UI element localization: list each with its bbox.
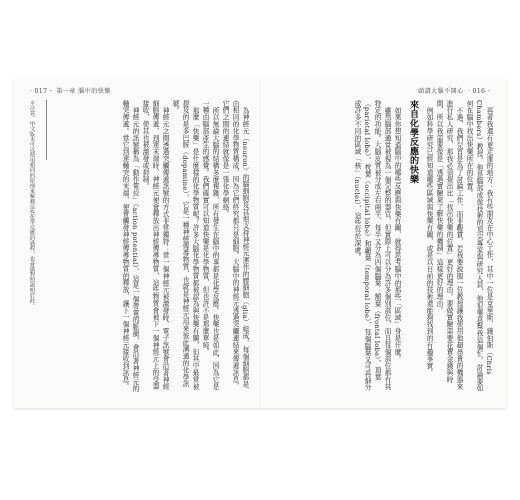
paragraph: 例如科學研究已經知道哪些區域與快樂有關，或是以目前的技術還能夠找到的有趣事實。 [425,106,433,376]
right-page-body [272,100,494,392]
section-heading: 來自化學反應的快樂 [408,100,418,184]
paragraph: 雖然腦部通常被視為一個完整的器官，但實際上可以分為許多個別部位，而且每個部位都有其特定的功能。大腦皮質被分成左右兩半，每半又分為四個腦葉：額葉（frontal lobe）、頂葉（parietal lobe）、枕葉（occipital lobe）和顳葉（temporal lobe），每個腦葉又可再細分成許多不同的區域「核」（nuclei），這些位於深處。 [353,100,391,391]
left-page-body [54,100,250,392]
book-spread [14,78,506,408]
right-page [272,100,494,400]
paragraph: 為神經元（neuron）的腦細胞及其他支持神經元運作的膠細胞（glia）組成，每個細胞都是由相同的化學物質構成，因為它們終究都只是細胞。大腦中的神經元透過突觸連結來傳遞訊息，它們之間的連結就像是一張化學網絡。 [221,100,249,390]
paragraph: 那麼「快樂」是什麼樣的化學物質呢？許多大腦化學物質都被認為與快樂有關，但其中最常被提及的是多巴胺（dopamine），它是一種神經傳導物質，也就是神經元用來彼此溝通的化學訊號。 [171,100,199,390]
running-header-right: 頭譜大腦不開心 ‧016‧ [418,88,492,95]
paragraph: 不過，我們兒首是為了討論工作，而非觀賞，若我要說服一位教授讓我使用他超昂貴的機器來進行私人研究，那我必須提出比「找出快樂的位置」更好的理由。要做實驗需要花費金錢與時間，所以我需要像是「透過實驗來了解快樂的機制」這樣更好的理由。 [435,100,463,390]
book-gutter [260,78,261,408]
footnote: ＊注意，中文版本可以使用相同的原理來解釋這些化學反應的過程，也會做對照說明於此。 [29,100,35,308]
paragraph: 神經元之間透過突觸傳遞訊號的方式非常獨特：當一個神經元被激發時，電子訊號會沿著神經細胞傳遞，到達末端時，神經元便會釋放出神經傳導物質，這些物質會被下一個神經元上的受器接收，使其也被激發或抑制。 [141,100,169,390]
footnote-rule [46,100,47,160]
running-header-left: ‧017‧ 第一章 腦中的快樂 [28,88,111,95]
paragraph: 所以無論大腦的結構多麼複雜，所有發生在腦中的事都是化學反應。快樂也是如此，因為它是一種由腦部產生的感覺。我們確實可以知道快樂是化學物質，但也許不是那麼單純。 [201,100,219,390]
paragraph: 神經元的訊號稱為「動作電位」（action potential），這是一個帶電的脈衝，會沿著神經元的軸突傳遞。當它到達軸突的末端，便會觸發神經傳導物質的釋放，讓下一個神經元接收到訊息。 [121,100,139,392]
paragraph: 再者我還有更走運的地方：我有些朋友在中心工作，其中一位是克里斯．錢伯斯（Chris Chambers）教授，他是腦部成像技術的頂尖專家與研究人員，他很樂意幫我這個忙，討論要如何在腦中找出快樂所在的位置。 [465,100,493,392]
left-page [28,100,250,400]
paragraph: 如果你想知道腦中的哪些反應與快樂有關，就得思考腦中的那些「區域」身是什麼。 [393,106,401,362]
